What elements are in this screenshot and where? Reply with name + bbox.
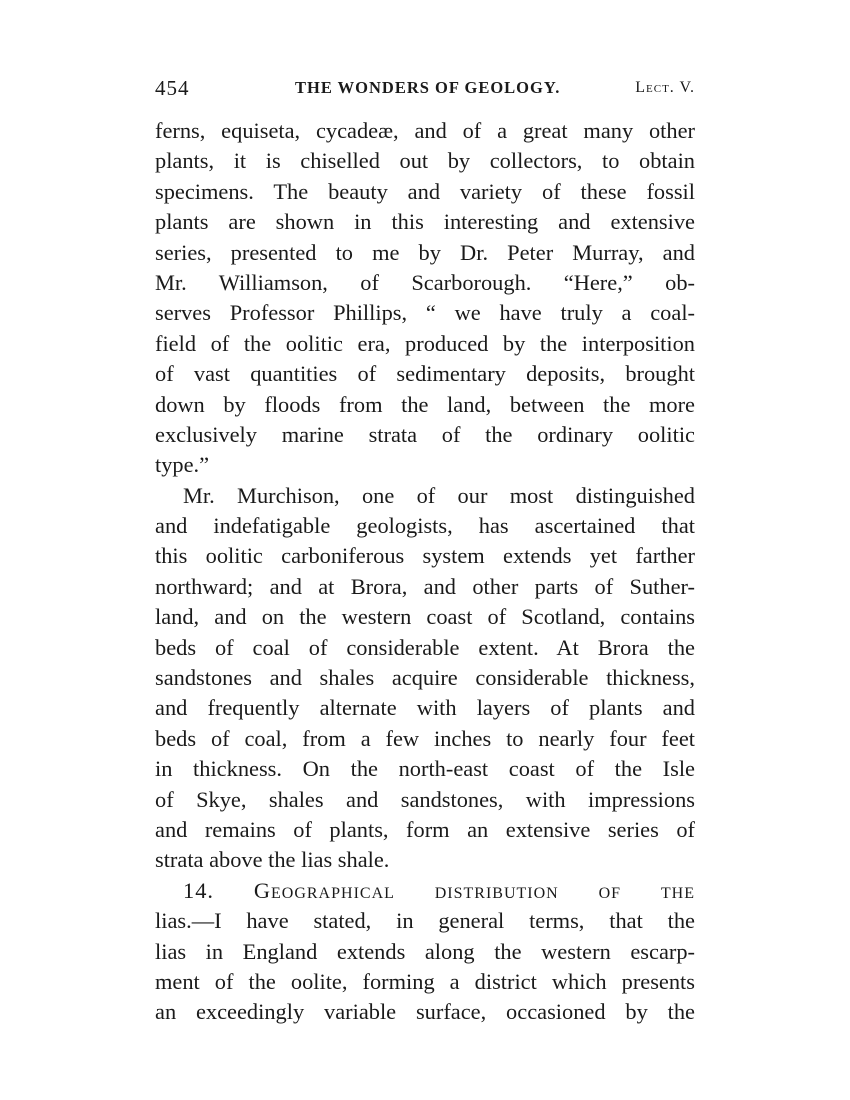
text-line: beds of coal of considerable extent. At Brora the	[155, 634, 695, 660]
text-line: in thickness. On the north-east coast of the Isle	[155, 756, 695, 782]
text-line: of Skye, shales and sandstones, with impressions	[155, 786, 695, 812]
text-line: an exceedingly variable surface, occasioned by the	[155, 999, 695, 1025]
running-head	[155, 76, 695, 102]
text-line: type.”	[155, 452, 210, 478]
text-line: field of the oolitic era, produced by the interposition	[155, 330, 695, 356]
text-line: ferns, equiseta, cycadeæ, and of a great many other	[155, 118, 695, 143]
text-line: and remains of plants, form an extensive series of	[155, 816, 695, 842]
text-line: plants are shown in this interesting and extensive	[155, 209, 695, 235]
section-heading-line: 14. Geographical distribution of the	[183, 877, 695, 903]
text-line: down by floods from the land, between the more	[155, 391, 695, 417]
page-number: 454	[155, 76, 190, 100]
text-line: of vast quantities of sedimentary deposits, brought	[155, 361, 695, 387]
text-line: specimens. The beauty and variety of these fossil	[155, 178, 695, 204]
running-section: Lect. V.	[635, 79, 695, 96]
text-line: beds of coal, from a few inches to nearly four feet	[155, 725, 695, 751]
text-line: and indefatigable geologists, has ascertained that	[155, 513, 695, 539]
text-line: and frequently alternate with layers of plants and	[155, 695, 695, 721]
text-line: serves Professor Phillips, “ we have truly a coal-	[155, 300, 695, 326]
text-line: exclusively marine strata of the ordinary oolitic	[155, 421, 695, 447]
text-line: plants, it is chiselled out by collectors, to obtain	[155, 148, 695, 174]
text-line: Mr. Williamson, of Scarborough. “Here,” ob-	[155, 269, 695, 295]
text-line: Mr. Murchison, one of our most distinguished	[183, 482, 695, 508]
text-line: sandstones and shales acquire considerable thickness,	[155, 665, 695, 691]
running-title: THE WONDERS OF GEOLOGY.	[295, 78, 561, 97]
text-line: northward; and at Brora, and other parts of Suther-	[155, 573, 695, 599]
text-line: lias.—I have stated, in general terms, that the	[155, 908, 695, 934]
body-text	[155, 116, 695, 1028]
text-line: strata above the lias shale.	[155, 847, 390, 873]
text-line: land, and on the western coast of Scotland, contains	[155, 604, 695, 630]
text-line: lias in England extends along the western escarp-	[155, 938, 695, 964]
text-line: ment of the oolite, forming a district which presents	[155, 968, 695, 994]
text-line: series, presented to me by Dr. Peter Murray, and	[155, 239, 695, 265]
text-line: this oolitic carboniferous system extends yet farther	[155, 543, 695, 569]
